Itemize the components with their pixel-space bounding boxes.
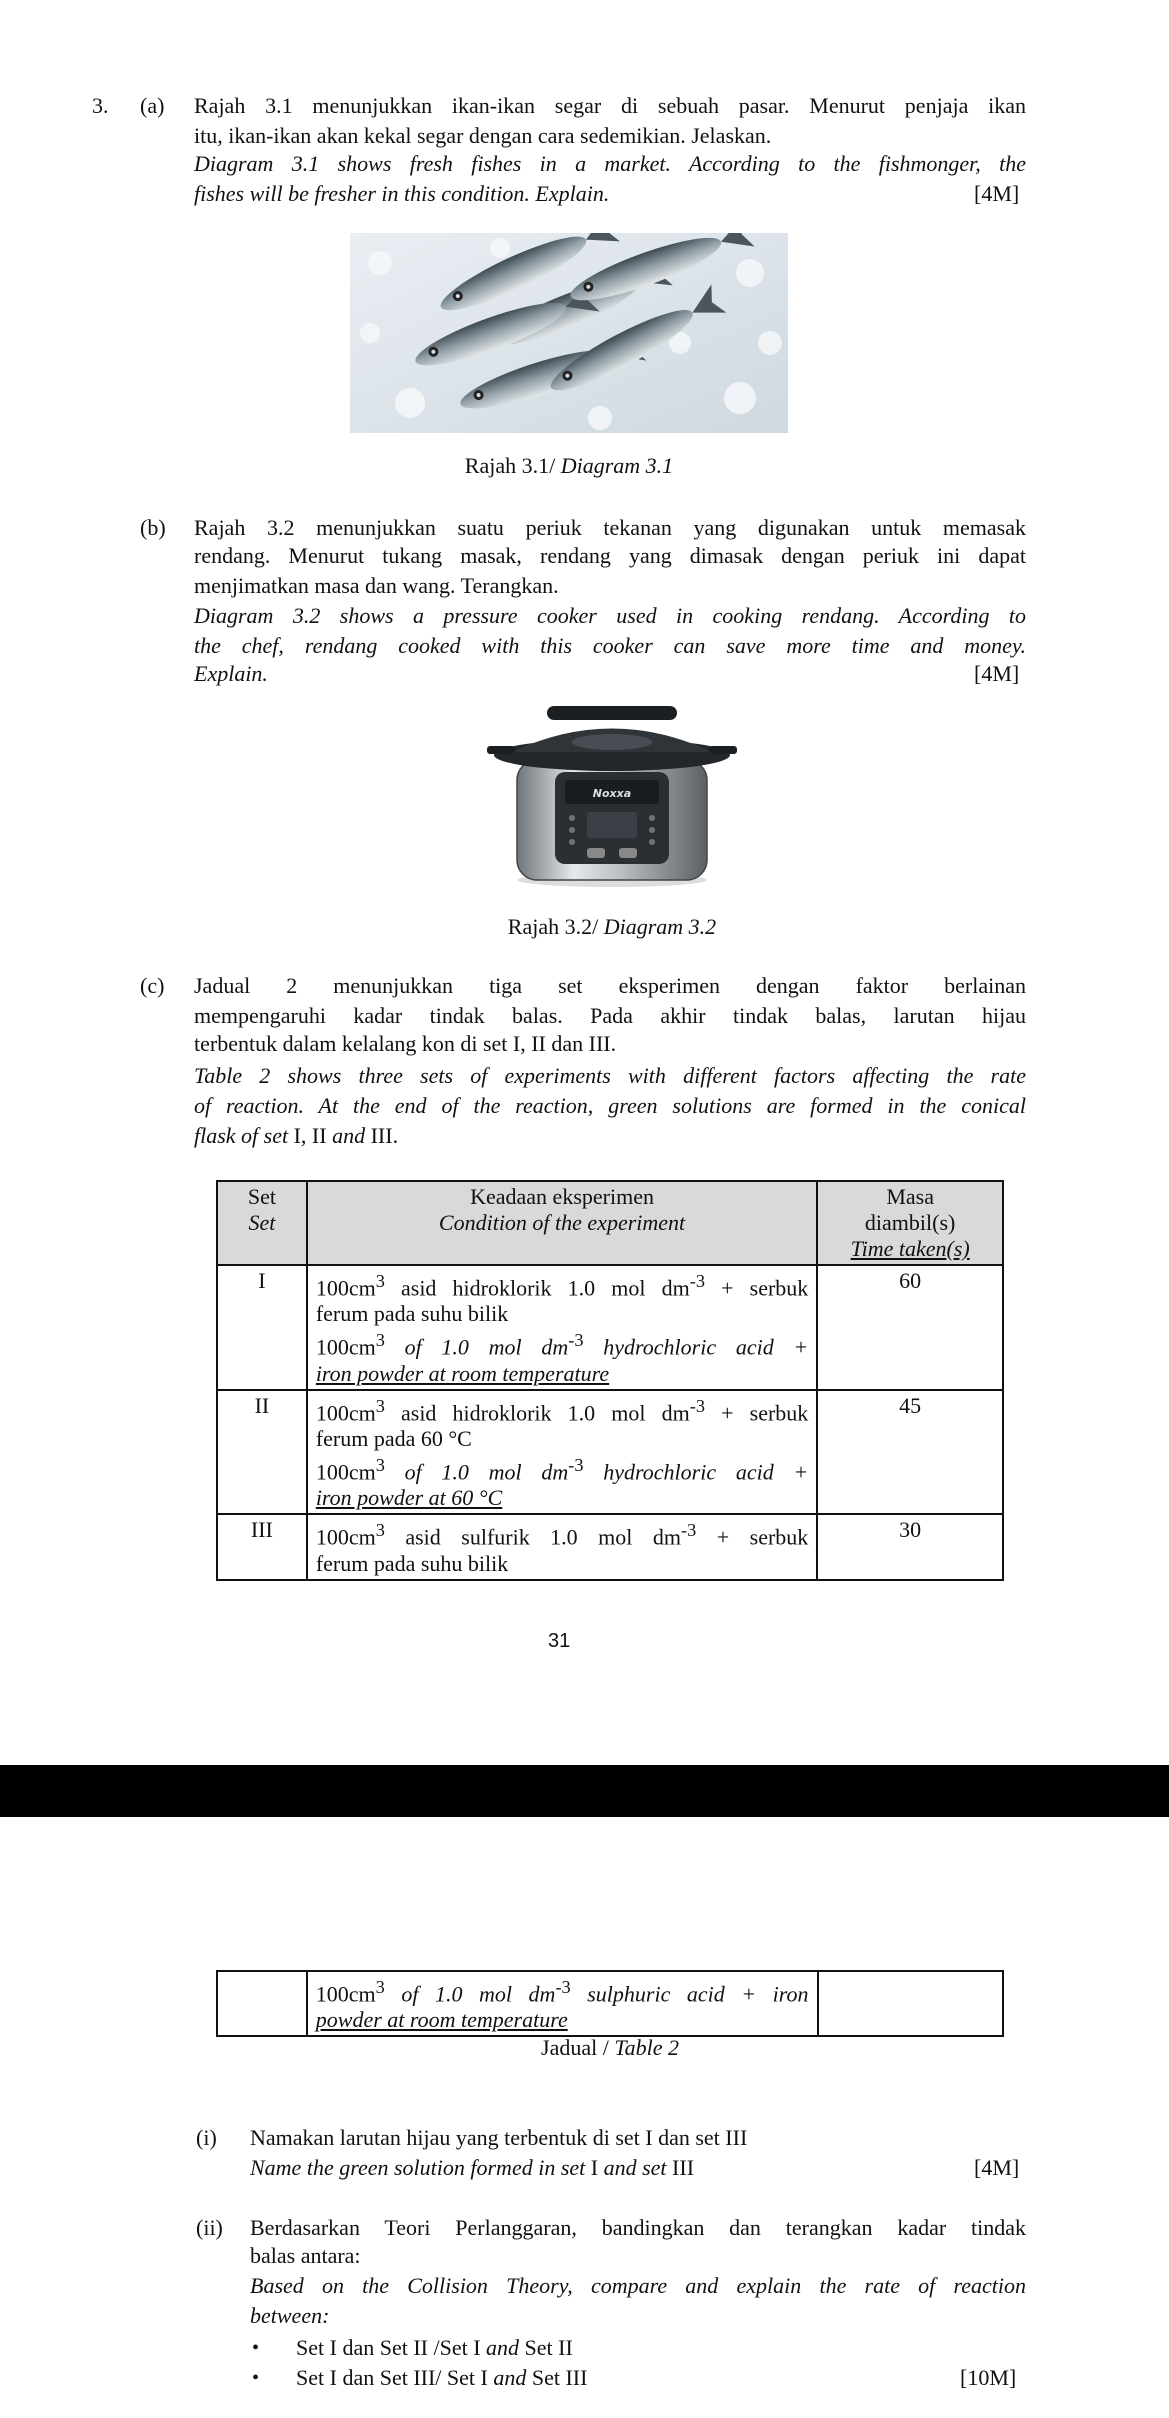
experiment-table-continued	[216, 1970, 1004, 2037]
table-header-row	[217, 1181, 1003, 1265]
sub-question-i-marks: [4M]	[974, 2155, 1020, 2180]
condition-cell: $100cm^3$ of 1.0 mol $dm^{-3}$ sulphuric acid + iron powder at room temperature	[307, 1971, 818, 2036]
part-c-english-line3: flask of set I, II and III.	[194, 1123, 399, 1148]
table-row	[217, 1971, 1003, 2036]
part-b-marks: [4M]	[974, 661, 1020, 686]
part-b-english-line3: Explain.	[194, 661, 268, 686]
part-b-english-line2: the chef, rendang cooked with this cooker can save more time and money.	[194, 633, 1026, 658]
set-cell: II	[217, 1390, 307, 1515]
table-row	[217, 1514, 1003, 1579]
table-row	[217, 1390, 1003, 1515]
part-c-label: (c)	[140, 973, 165, 998]
time-cell	[818, 1971, 1003, 2036]
set-cell: III	[217, 1514, 307, 1579]
part-c-malay-line1: Jadual 2 menunjukkan tiga set eksperimen dengan faktor berlainan	[194, 973, 1026, 998]
condition-cell: $100cm^3$ asid hidroklorik 1.0 mol $dm^{-3}$ + serbuk ferum pada 60 °C $100cm^3$ of 1.0 mol $dm^{-3}$ hydrochloric acid + iron powder at 60 °C	[307, 1390, 817, 1515]
sub-question-ii-malay-line1: Berdasarkan Teori Perlanggaran, bandingkan dan terangkan kadar tindak	[250, 2215, 1026, 2240]
sub-question-ii-marks: [10M]	[960, 2365, 1017, 2390]
sub-question-i-malay: Namakan larutan hijau yang terbentuk di set I dan set III	[250, 2125, 748, 2150]
sub-question-ii-label: (ii)	[196, 2215, 223, 2240]
part-a-english-line1: Diagram 3.1 shows fresh fishes in a market. According to the fishmonger, the	[194, 151, 1026, 176]
part-c-malay-line2: mempengaruhi kadar tindak balas. Pada akhir tindak balas, larutan hijau	[194, 1003, 1026, 1028]
part-c-malay-line3: terbentuk dalam kelalang kon di set I, II dan III.	[194, 1031, 617, 1056]
bullet-icon: •	[252, 2337, 260, 2359]
part-a-malay-line2: itu, ikan-ikan akan kekal segar dengan cara sedemikian. Jelaskan.	[194, 123, 772, 148]
sub-question-i-label: (i)	[196, 2125, 217, 2150]
bullet-item-1: Set I dan Set II /Set I and Set II	[296, 2335, 573, 2360]
table-row	[217, 1265, 1003, 1390]
header-time: Masa diambil(s) Time taken(s)	[817, 1181, 1003, 1265]
sub-question-ii-english-line1: Based on the Collision Theory, compare and explain the rate of reaction	[250, 2273, 1026, 2298]
time-cell: 60	[817, 1265, 1003, 1390]
part-b-english-line1: Diagram 3.2 shows a pressure cooker used in cooking rendang. According to	[194, 603, 1026, 628]
part-c-english-line1: Table 2 shows three sets of experiments with different factors affecting the rate	[194, 1063, 1026, 1088]
part-a-malay-line1: Rajah 3.1 menunjukkan ikan-ikan segar di sebuah pasar. Menurut penjaja ikan	[194, 93, 1026, 118]
part-b-malay-line3: menjimatkan masa dan wang. Terangkan.	[194, 573, 559, 598]
part-a-marks: [4M]	[974, 181, 1020, 206]
part-a-english-line2: fishes will be fresher in this condition. Explain.	[194, 181, 610, 206]
part-a-label: (a)	[140, 93, 165, 118]
condition-cell: $100cm^3$ asid sulfurik 1.0 mol $dm^{-3}$ + serbuk ferum pada suhu bilik	[307, 1514, 817, 1579]
bullet-icon: •	[252, 2367, 260, 2389]
part-b-malay-line2: rendang. Menurut tukang masak, rendang yang dimasak dengan periuk ini dapat	[194, 543, 1026, 568]
set-cell: I	[217, 1265, 307, 1390]
header-set: Set Set	[217, 1181, 307, 1265]
question-number: 3.	[92, 93, 109, 118]
experiment-table	[216, 1180, 1004, 1581]
condition-cell: $100cm^3$ asid hidroklorik 1.0 mol $dm^{-3}$ + serbuk ferum pada suhu bilik $100cm^3$ of 1.0 mol $dm^{-3}$ hydrochloric acid + iron powder at room temperature	[307, 1265, 817, 1390]
header-condition: Keadaan eksperimen Condition of the experiment	[307, 1181, 817, 1265]
part-b-label: (b)	[140, 515, 166, 540]
time-cell: 30	[817, 1514, 1003, 1579]
diagram-3-2-caption: Rajah 3.2/ Diagram 3.2	[507, 914, 717, 939]
diagram-3-2-pressure-cooker-image	[487, 700, 737, 890]
diagram-3-1-fish-image	[350, 233, 788, 433]
sub-question-ii-malay-line2: balas antara:	[250, 2243, 361, 2268]
time-cell: 45	[817, 1390, 1003, 1515]
page-separator-bar	[0, 1765, 1169, 1817]
part-c-english-line2: of reaction. At the end of the reaction, green solutions are formed in the conical	[194, 1093, 1026, 1118]
table-2-caption: Jadual / Table 2	[541, 2035, 679, 2060]
diagram-3-1-caption: Rajah 3.1/ Diagram 3.1	[464, 453, 674, 478]
part-b-malay-line1: Rajah 3.2 menunjukkan suatu periuk tekanan yang digunakan untuk memasak	[194, 515, 1026, 540]
sub-question-ii-english-line2: between:	[250, 2303, 330, 2328]
set-cell	[217, 1971, 307, 2036]
cooker-brand-label: Noxxa	[592, 787, 632, 800]
page-number: 31	[548, 1630, 571, 1652]
sub-question-i-english: Name the green solution formed in set I and set III	[250, 2155, 695, 2180]
bullet-item-2: Set I dan Set III/ Set I and Set III	[296, 2365, 588, 2390]
